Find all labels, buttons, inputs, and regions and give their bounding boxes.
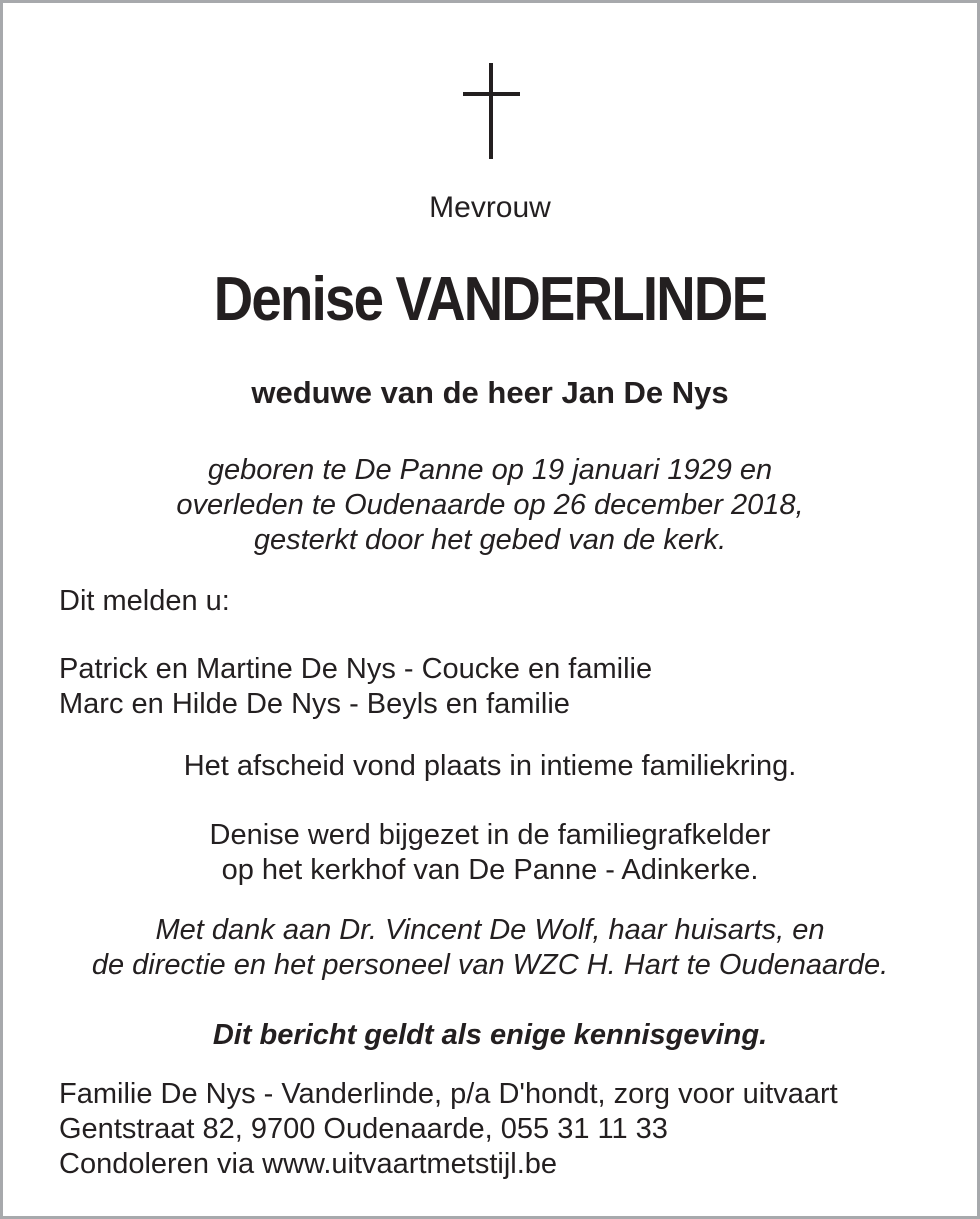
title-prefix: Mevrouw (429, 191, 551, 224)
death-line: overleden te Oudenaarde op 26 december 2018, (176, 489, 804, 521)
deceased-name: Denise VANDERLINDE (213, 265, 767, 334)
announce-label: Dit melden u: (59, 585, 230, 617)
burial-line: op het kerkhof van De Panne - Adinkerke. (221, 854, 759, 886)
widow-of: weduwe van de heer Jan De Nys (251, 375, 729, 410)
family-item: Patrick en Martine De Nys - Coucke en familie (59, 653, 653, 685)
contact-line: Familie De Nys - Vanderlinde, p/a D'hondt, zorg voor uitvaart (59, 1078, 838, 1110)
condolence-link[interactable]: Condoleren via www.uitvaartmetstijl.be (59, 1148, 558, 1180)
contact-block (59, 1077, 838, 1182)
thanks-line: de directie en het personeel van WZC H. Hart te Oudenaarde. (91, 949, 889, 981)
birth-line: geboren te De Panne op 19 januari 1929 en (207, 454, 773, 486)
farewell-text: Het afscheid vond plaats in intieme familiekring. (183, 750, 797, 782)
thanks-line: Met dank aan Dr. Vincent De Wolf, haar huisarts, en (155, 914, 825, 946)
only-notice-text: Dit bericht geldt als enige kennisgeving. (212, 1019, 768, 1051)
thanks-block (0, 913, 980, 983)
burial-block (0, 818, 980, 888)
cross-icon (463, 63, 520, 159)
family-item: Marc en Hilde De Nys - Beyls en familie (59, 688, 570, 720)
family-list (59, 652, 652, 722)
burial-line: Denise werd bijgezet in de familiegrafkelder (209, 819, 771, 851)
contact-line: Gentstraat 82, 9700 Oudenaarde, 055 31 11 33 (59, 1113, 668, 1145)
church-line: gesterkt door het gebed van de kerk. (253, 524, 727, 556)
birth-death-block (0, 453, 980, 558)
